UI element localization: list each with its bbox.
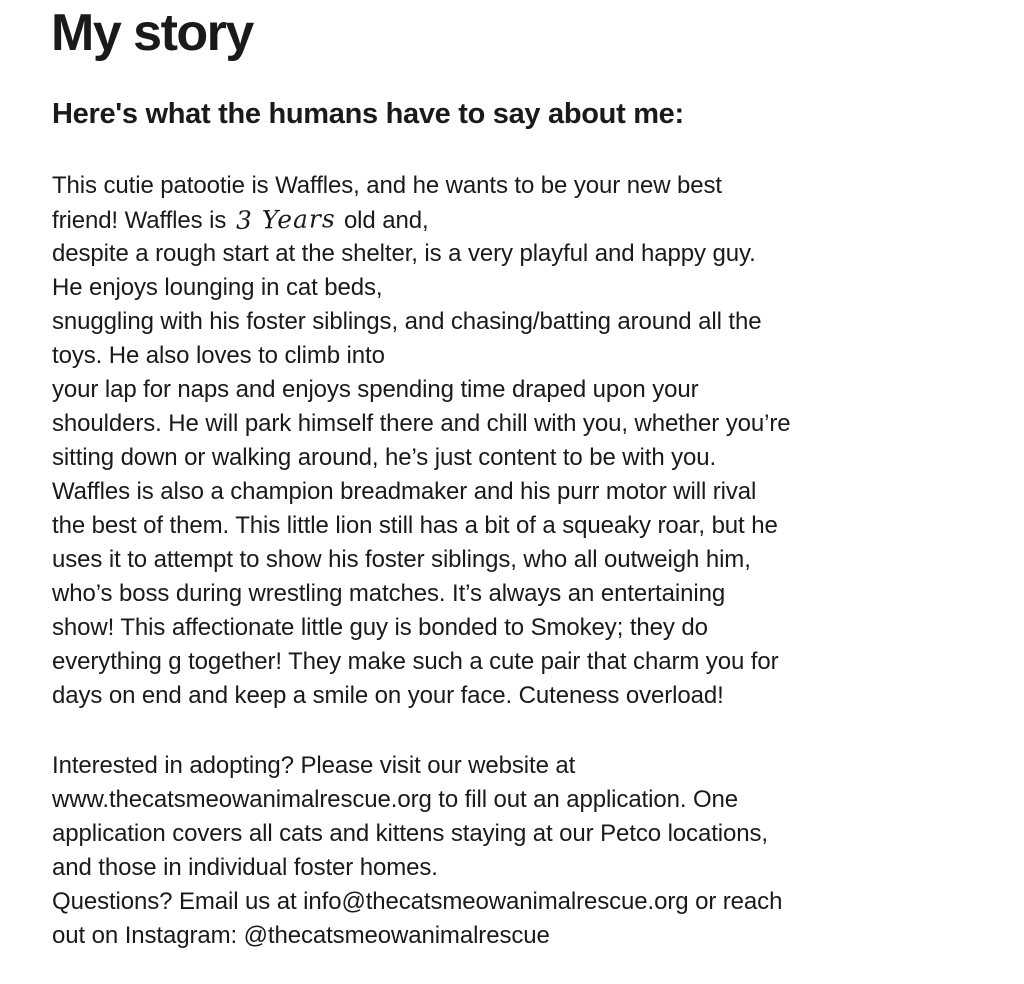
adoption-line: and those in individual foster homes. <box>52 854 438 881</box>
paragraph-gap <box>52 713 992 749</box>
story-line: uses it to attempt to show his foster siblings, who all outweigh him, <box>52 546 751 573</box>
adoption-line: Interested in adopting? Please visit our website at <box>52 752 576 779</box>
story-line: toys. He also loves to climb into <box>52 342 385 369</box>
contact-line-instagram: out on Instagram: @thecatsmeowanimalrescue <box>52 922 550 949</box>
story-line: who’s boss during wrestling matches. It’s always an entertaining <box>52 580 726 607</box>
story-line: everything g together! They make such a cute pair that charm you for <box>52 648 779 675</box>
handwritten-age: 3 Years <box>236 204 337 235</box>
page-title: My story <box>51 4 253 62</box>
story-line: show! This affectionate little guy is bonded to Smokey; they do <box>52 614 708 641</box>
story-line: sitting down or walking around, he’s just content to be with you. <box>52 444 717 471</box>
story-line: days on end and keep a smile on your face. Cuteness overload! <box>52 682 724 709</box>
story-line: He enjoys lounging in cat beds, <box>52 274 383 301</box>
story-line: snuggling with his foster siblings, and chasing/batting around all the <box>52 308 762 335</box>
page-subtitle: Here's what the humans have to say about me: <box>52 98 684 130</box>
story-line: This cutie patootie is Waffles, and he wants to be your new best <box>52 172 722 199</box>
story-line-age <box>52 203 992 237</box>
story-text: friend! Waffles is <box>52 207 227 234</box>
story-body <box>52 169 992 953</box>
story-line: the best of them. This little lion still has a bit of a squeaky roar, but he <box>52 512 778 539</box>
story-line: your lap for naps and enjoys spending time draped upon your <box>52 376 699 403</box>
story-line: shoulders. He will park himself there and chill with you, whether you’re <box>52 410 791 437</box>
story-line: Waffles is also a champion breadmaker and his purr motor will rival <box>52 478 757 505</box>
contact-line-email: Questions? Email us at info@thecatsmeowanimalrescue.org or reach <box>52 888 783 915</box>
adoption-line-website: www.thecatsmeowanimalrescue.org to fill out an application. One <box>52 786 739 813</box>
story-text: old and, <box>343 207 429 234</box>
story-line: despite a rough start at the shelter, is a very playful and happy guy. <box>52 240 756 267</box>
adoption-line: application covers all cats and kittens staying at our Petco locations, <box>52 820 768 847</box>
